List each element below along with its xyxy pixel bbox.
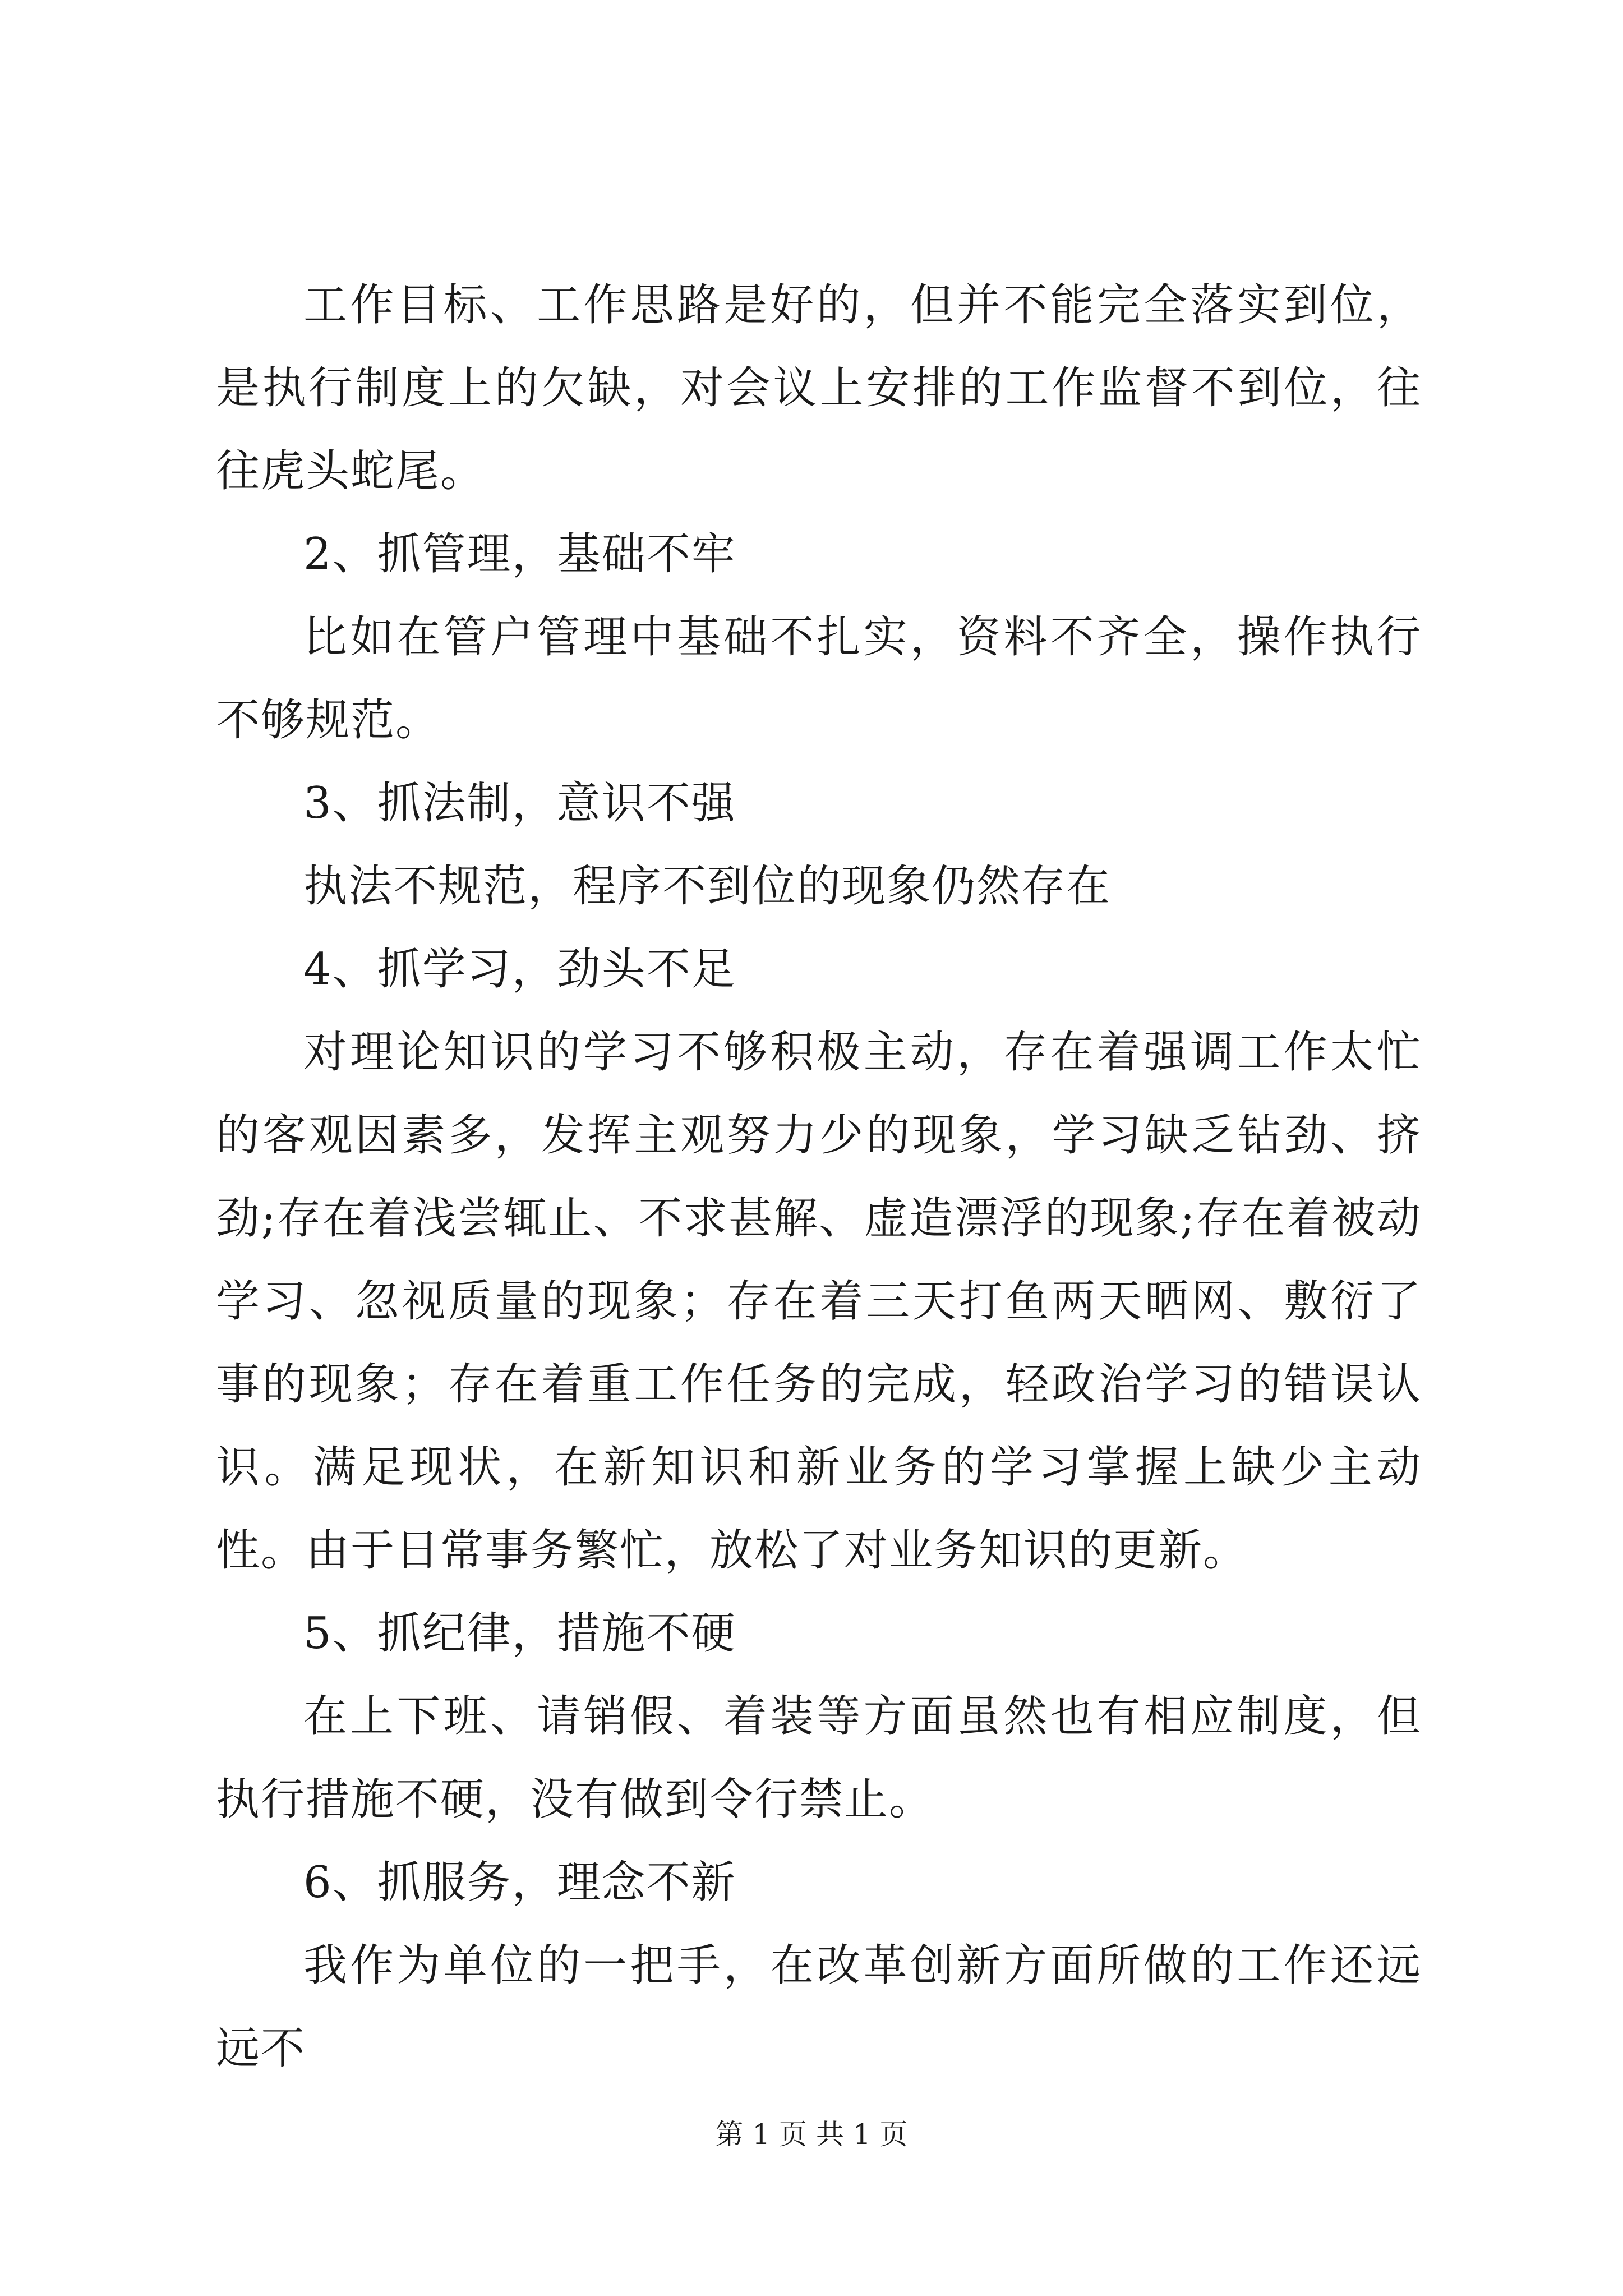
paragraph: 对理论知识的学习不够积极主动，存在着强调工作太忙的客观因素多，发挥主观努力少的现象，学习缺乏钻劲、挤劲;存在着浅尝辄止、不求甚解、虚造漂浮的现象;存在着被动学习、忽视质量的现象；存在着三天打鱼两天晒网、敷衍了事的现象；存在着重工作任务的完成，轻政治学习的错误认识。满足现状，在新知识和新业务的学习掌握上缺少主动性。由于日常事务繁忙，放松了对业务知识的更新。	[216, 1027, 1422, 1576]
page-footer: 第 1 页 共 1 页	[715, 2118, 908, 2151]
section-heading: 2、抓管理，基础不牢	[303, 529, 736, 579]
section-heading: 5、抓纪律，措施不硬	[303, 1608, 736, 1659]
paragraph: 在上下班、请销假、着装等方面虽然也有相应制度，但执行措施不硬，没有做到令行禁止。	[216, 1691, 1422, 1825]
section-heading: 6、抓服务，理念不新	[303, 1857, 736, 1908]
paragraph: 比如在管户管理中基础不扎实，资料不齐全，操作执行不够规范。	[216, 612, 1422, 746]
section-heading: 4、抓学习，劲头不足	[303, 944, 736, 995]
section-heading: 3、抓法制，意识不强	[303, 778, 736, 829]
paragraph: 我作为单位的一把手，在改革创新方面所做的工作还远远不	[216, 1940, 1422, 2074]
paragraph: 工作目标、工作思路是好的，但并不能完全落实到位，是执行制度上的欠缺，对会议上安排的工作监督不到位，往往虎头蛇尾。	[216, 280, 1422, 496]
paragraph: 执法不规范，程序不到位的现象仍然存在	[303, 861, 1112, 912]
document-body	[216, 264, 1422, 2090]
